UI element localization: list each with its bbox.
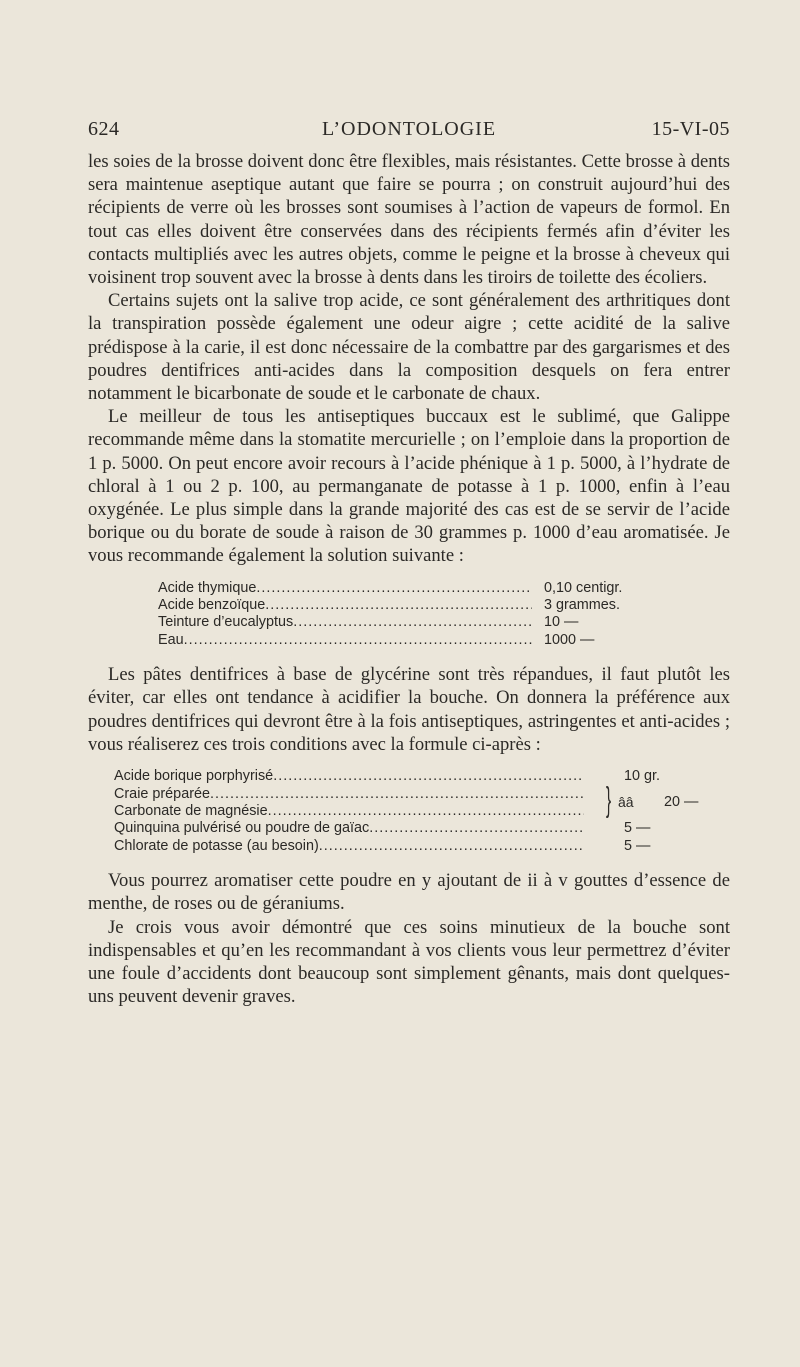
paragraph: Je crois vous avoir démontré que ces soins minutieux de la bouche sont indispensables et qu’en les recommandant à vos clients vous leur permettrez d’éviter une foule d’accidents dont beaucoup sont simplement gênants, mais dont quelques-uns peuvent devenir graves. [88,916,730,1008]
formula-row [114,838,704,855]
ingredient-quantity: 0,10 centigr. [544,579,623,596]
leader-dots [319,838,584,855]
leader-dots [265,597,532,614]
ingredient-quantity: 5 — [624,837,651,854]
formula-table-powder [114,768,704,855]
ingredient-name: Quinquina pulvérisé ou poudre de gaïac [114,820,370,837]
leader-dots [210,786,584,803]
paragraph: les soies de la brosse doivent donc être flexibles, mais résistantes. Cette brosse à dents sera maintenue aseptique autant que faire se pourra ; on construit aujourd’hui des récipients de verre où les brosses sont soumises à l’action de vapeurs de formol. En tout cas elles doivent être conservées dans des récipients fermés afin d’éviter les contacts multipliés avec les autres objets, comme le peigne et la brosse à cheveux qui voisinent trop souvent avec la brosse à dents dans les tiroirs de toilette des écoliers. [88,151,730,289]
ingredient-quantity: 3 grammes. [544,597,620,614]
formula-row [158,580,688,597]
journal-title: L’ODONTOLOGIE [321,118,497,140]
ingredient-quantity: 10 — [544,614,579,631]
ingredient-name: Acide benzoïque [158,597,266,614]
brace-icon: } [606,781,612,820]
running-header [88,118,730,144]
leader-dots [268,803,584,820]
leader-dots [184,632,532,649]
ingredient-name: Acide borique porphyrisé [114,768,274,785]
paragraph: Les pâtes dentifrices à base de glycérine sont très répandues, il faut plutôt les éviter, car elles ont tendance à acidifier la bouche. On donnera la préférence aux poudres dentifrices qui devront être à la fois antiseptiques, astringentes et anti-acides ; vous réaliserez ces trois conditions avec la formule ci-après : [88,664,730,755]
ingredient-name: Craie préparée [114,785,210,802]
leader-dots [256,580,532,597]
formula-row [158,614,688,631]
leader-dots [273,768,584,785]
paragraph: Vous pourrez aromatiser cette poudre en y ajoutant de ii à v gouttes d’essence de menthe, de roses ou de géraniums. [88,870,730,915]
paragraph: Certains sujets ont la salive trop acide, ce sont généralement des arthritiques dont la transpiration possède également une odeur aigre ; cette acidité de la salive prédispose à la carie, il est donc nécessaire de la combattre par des gargarismes et des poudres dentifrices anti-acides dans la composition desquels on fera entrer notamment le bicarbonate de soude et le carbonate de chaux. [88,290,730,405]
ingredient-name: Chlorate de potasse (au besoin) [114,837,319,854]
brace-quantity: 20 — [664,794,699,811]
leader-dots [369,820,584,837]
page-number: 624 [88,118,120,140]
formula-table-solution [158,580,688,650]
ingredient-name: Acide thymique [158,579,257,596]
formula-row [158,597,688,614]
paragraph: Le meilleur de tous les antiseptiques buccaux est le sublimé, que Galippe recommande même dans la stomatite mercurielle ; on l’emploie dans la proportion de 1 p. 5000. On peut encore avoir recours à l’acide phénique à 1 p. 5000, à l’hydrate de chloral à 1 ou 2 p. 100, au permanganate de potasse à 1 p. 1000, enfin à l’eau oxygénée. Le plus simple dans la grande majorité des cas est de se servir de l’acide borique ou du borate de soude à raison de 30 grammes p. 1000 d’eau aromatisée. Je vous recommande également la solution suivante : [88,406,730,567]
formula-row [158,632,688,649]
issue-date: 15-VI-05 [651,118,730,140]
grouping-brace [606,781,699,821]
ingredient-quantity: 5 — [624,820,651,837]
ingredient-quantity: 10 gr. [624,768,661,785]
ingredient-name: Eau [158,631,184,648]
leader-dots [293,614,532,631]
page-body [88,150,730,1008]
ingredient-quantity: 1000 — [544,631,595,648]
formula-row [114,768,704,785]
ingredient-name: Carbonate de magnésie [114,802,268,819]
brace-label: ââ [618,794,634,811]
ingredient-name: Teinture d’eucalyptus [158,614,294,631]
formula-row [114,820,704,837]
